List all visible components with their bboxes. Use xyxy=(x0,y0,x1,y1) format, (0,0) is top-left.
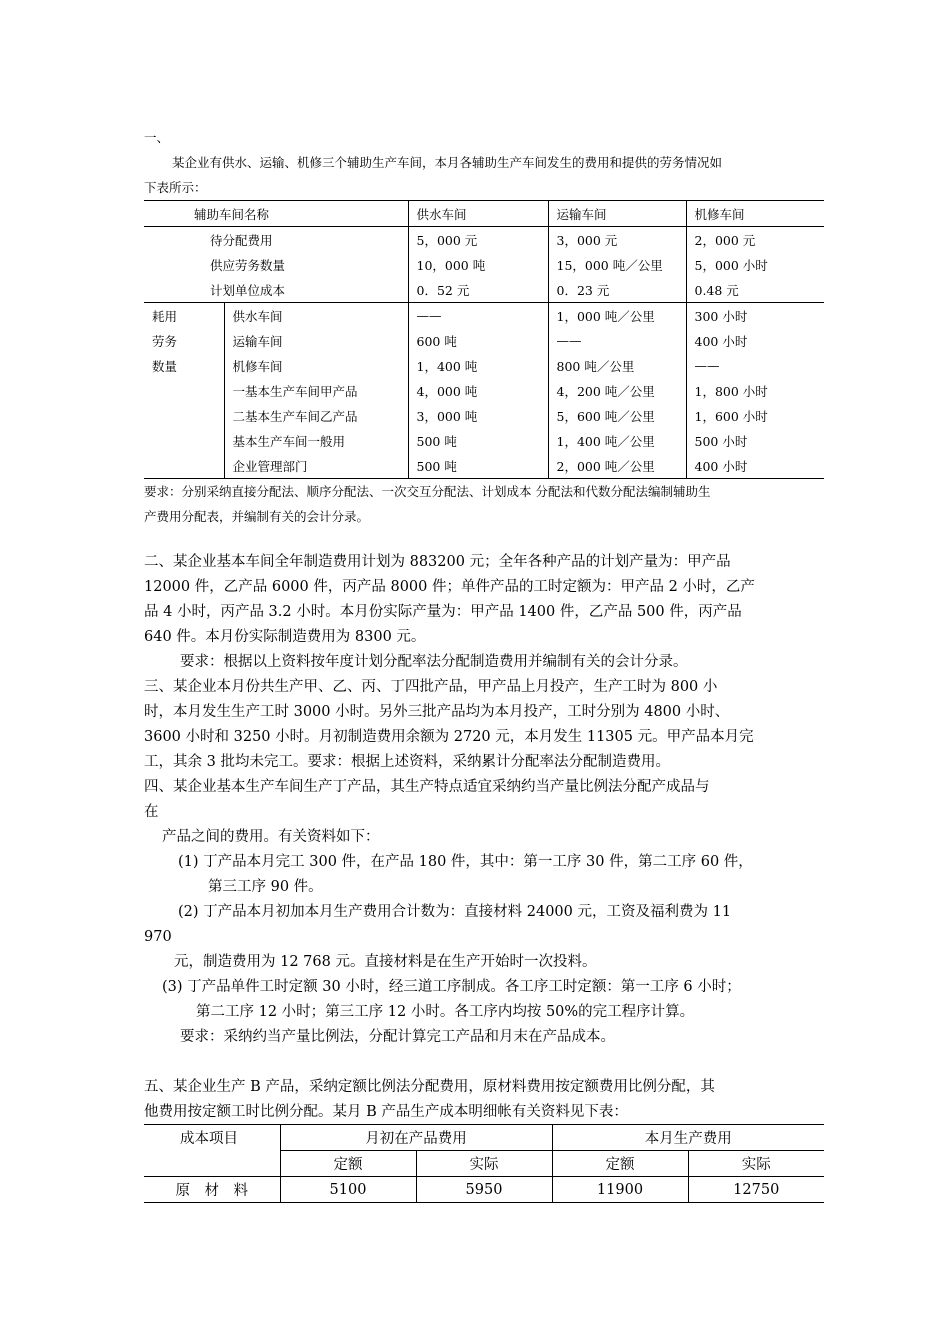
cost-table xyxy=(144,1124,824,1203)
table-row xyxy=(144,378,824,403)
cell: 3，000 吨 xyxy=(408,403,548,428)
q2-line4: 640 件。本月份实际制造费用为 8300 元。 xyxy=(144,629,426,645)
header-water: 供水车间 xyxy=(408,201,548,227)
sub-actual-1: 实际 xyxy=(416,1151,552,1177)
header-transport: 运输车间 xyxy=(548,201,686,227)
row-label: 待分配费用 xyxy=(210,232,273,248)
cell: —— xyxy=(548,328,686,353)
row-label: 基本生产车间一般用 xyxy=(224,428,408,453)
cell: 5，000 元 xyxy=(408,227,548,253)
q4-requirement: 要求：采纳约当产量比例法，分配计算完工产品和月末在产品成本。 xyxy=(180,1029,615,1045)
cell: 500 吨 xyxy=(408,453,548,479)
q5-line1: 五、某企业生产 B 产品，采纳定额比例法分配费用，原材料费用按定额费用比例分配，其 xyxy=(144,1079,715,1095)
cell: 10，000 吨 xyxy=(408,252,548,277)
row-label: 机修车间 xyxy=(224,353,408,378)
q4-line3: 产品之间的费用。有关资料如下： xyxy=(162,829,380,845)
group-label-2: 劳务 xyxy=(152,333,178,349)
cell: 500 吨 xyxy=(408,428,548,453)
cell: 1，400 吨／公里 xyxy=(548,428,686,453)
cell: 0．52 元 xyxy=(408,277,548,303)
cell: 5，600 吨／公里 xyxy=(548,403,686,428)
cell: 1，400 吨 xyxy=(408,353,548,378)
q2-requirement: 要求：根据以上资料按年度计划分配率法分配制造费用并编制有关的会计分录。 xyxy=(180,654,688,670)
q4-item1a: (1) 丁产品本月完工 300 件，在产品 180 件，其中：第一工序 30 件，第二工序 60 件， xyxy=(178,854,753,870)
cell: 3，000 元 xyxy=(548,227,686,253)
cell: 5，000 小时 xyxy=(686,252,824,277)
cost-table-header-row xyxy=(144,1125,824,1151)
cell: 400 小时 xyxy=(686,328,824,353)
table-row xyxy=(144,453,824,479)
header-current-month: 本月生产费用 xyxy=(552,1125,824,1151)
row-label: 供水车间 xyxy=(224,303,408,329)
row-label: 供应劳务数量 xyxy=(210,257,286,273)
q2-line2: 12000 件，乙产品 6000 件，丙产品 8000 件；单件产品的工时定额为：甲产品 2 小时，乙产 xyxy=(144,579,755,595)
group-label-3: 数量 xyxy=(152,358,178,374)
cost-table-wrapper xyxy=(144,1124,824,1203)
question-1-intro-line1: 某企业有供水、运输、机修三个辅助生产车间，本月各辅助生产车间发生的费用和提供的劳务情况如 xyxy=(172,155,723,170)
question-1 xyxy=(144,125,824,200)
table-row xyxy=(144,428,824,453)
table-row xyxy=(144,303,824,329)
header-cost-item: 成本项目 xyxy=(144,1125,280,1151)
row-label: 计划单位成本 xyxy=(210,282,286,298)
cell: 4，000 吨 xyxy=(408,378,548,403)
cell: 0.48 元 xyxy=(686,277,824,303)
q4-line1: 四、某企业基本生产车间生产丁产品，其生产特点适宜采纳约当产量比例法分配产成品与 xyxy=(144,779,710,795)
table-row xyxy=(144,227,824,253)
questions-2-4 xyxy=(144,550,824,1050)
cell: 11900 xyxy=(552,1177,688,1203)
cell: 1，800 小时 xyxy=(686,378,824,403)
table-row xyxy=(144,353,824,378)
cell: 800 吨／公里 xyxy=(548,353,686,378)
sub-quota-2: 定额 xyxy=(552,1151,688,1177)
cell: 500 小时 xyxy=(686,428,824,453)
cell: 600 吨 xyxy=(408,328,548,353)
cell: 15，000 吨／公里 xyxy=(548,252,686,277)
q3-line4: 工，其余 3 批均未完工。要求：根据上述资料，采纳累计分配率法分配制造费用。 xyxy=(144,754,670,770)
q4-item1b: 第三工序 90 件。 xyxy=(208,879,323,895)
sub-quota-1: 定额 xyxy=(280,1151,416,1177)
cell: 1，600 小时 xyxy=(686,403,824,428)
aux-workshop-table-wrapper xyxy=(144,200,824,479)
req-line2: 产费用分配表，并编制有关的会计分录。 xyxy=(144,509,370,524)
q4-item2b: 970 xyxy=(144,929,172,945)
q3-line3: 3600 小时和 3250 小时。月初制造费用余额为 2720 元，本月发生 11305 元。甲产品本月完 xyxy=(144,729,754,745)
cell: 5950 xyxy=(416,1177,552,1203)
q2-line1: 二、某企业基本车间全年制造费用计划为 883200 元；全年各种产品的计划产量为：甲产品 xyxy=(144,554,731,570)
table-row xyxy=(144,252,824,277)
cell: —— xyxy=(686,353,824,378)
cell: 2，000 元 xyxy=(686,227,824,253)
cell: 300 小时 xyxy=(686,303,824,329)
row-label: 一基本生产车间甲产品 xyxy=(224,378,408,403)
aux-workshop-table xyxy=(144,200,824,479)
q4-item3b: 第二工序 12 小时；第三工序 12 小时。各工序内均按 50%的完工程序计算。 xyxy=(196,1004,695,1020)
sub-actual-2: 实际 xyxy=(688,1151,824,1177)
q4-item2a: (2) 丁产品本月初加本月生产费用合计数为：直接材料 24000 元，工资及福利费为 11 xyxy=(178,904,732,920)
q2-line3: 品 4 小时，丙产品 3.2 小时。本月份实际产量为：甲产品 1400 件，乙产品 500 件，丙产品 xyxy=(144,604,742,620)
question-1-number: 一、 xyxy=(144,130,170,145)
cell: —— xyxy=(408,303,548,329)
table-row xyxy=(144,1177,824,1203)
q4-line2: 在 xyxy=(144,804,159,820)
header-repair: 机修车间 xyxy=(686,201,824,227)
row-label: 企业管理部门 xyxy=(224,453,408,479)
q3-line2: 时，本月发生生产工时 3000 小时。另外三批产品均为本月投产，工时分别为 4800 小时、 xyxy=(144,704,730,720)
row-label-raw-material: 原 材 料 xyxy=(144,1177,280,1203)
q3-line1: 三、某企业本月份共生产甲、乙、丙、丁四批产品，甲产品上月投产，生产工时为 800 小 xyxy=(144,679,718,695)
table-row xyxy=(144,328,824,353)
cell: 12750 xyxy=(688,1177,824,1203)
row-label: 二基本生产车间乙产品 xyxy=(224,403,408,428)
cell: 4，200 吨／公里 xyxy=(548,378,686,403)
cell: 0．23 元 xyxy=(548,277,686,303)
table-header-row xyxy=(144,201,824,227)
cost-table-subheader-row xyxy=(144,1151,824,1177)
row-label: 运输车间 xyxy=(224,328,408,353)
q4-item2c: 元，制造费用为 12 768 元。直接材料是在生产开始时一次投料。 xyxy=(174,954,597,970)
cell: 400 小时 xyxy=(686,453,824,479)
group-label-1: 耗用 xyxy=(144,303,224,329)
cell: 1，000 吨／公里 xyxy=(548,303,686,329)
question-5 xyxy=(144,1075,824,1125)
cell: 5100 xyxy=(280,1177,416,1203)
question-1-requirement xyxy=(144,479,824,529)
q4-item3a: (3) 丁产品单件工时定额 30 小时，经三道工序制成。各工序工时定额：第一工序 6 小时； xyxy=(162,979,741,995)
table-row xyxy=(144,403,824,428)
q5-line2: 他费用按定额工时比例分配。某月 B 产品生产成本明细帐有关资料见下表： xyxy=(144,1104,628,1120)
req-line1: 要求：分别采纳直接分配法、顺序分配法、一次交互分配法、计划成本 分配法和代数分配法编制辅助生 xyxy=(144,484,711,499)
cell: 2，000 吨／公里 xyxy=(548,453,686,479)
question-1-intro-line2: 下表所示： xyxy=(144,180,207,195)
table-row xyxy=(144,277,824,303)
header-opening-wip: 月初在产品费用 xyxy=(280,1125,552,1151)
header-workshop-name: 辅助车间名称 xyxy=(144,201,408,227)
